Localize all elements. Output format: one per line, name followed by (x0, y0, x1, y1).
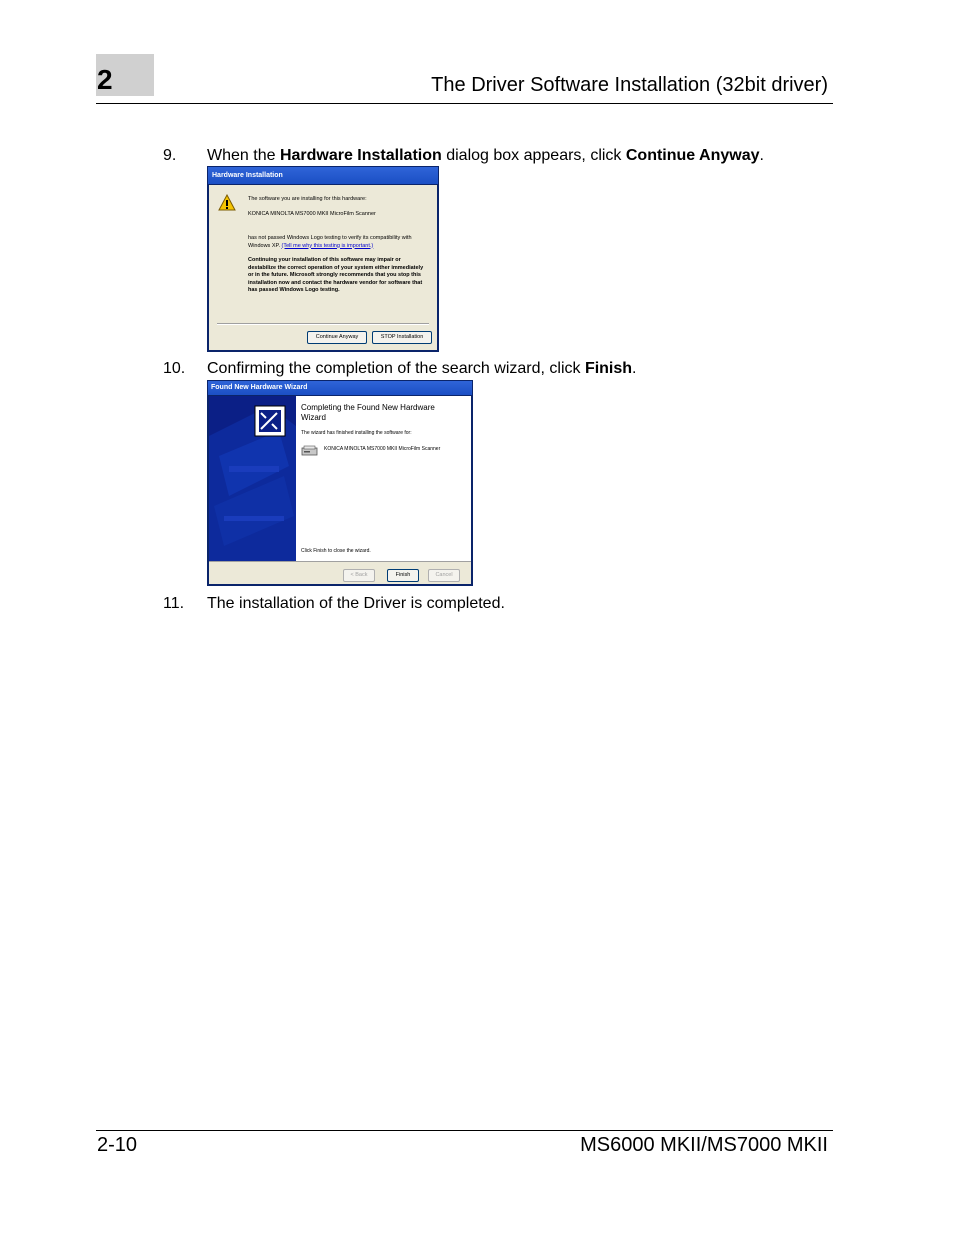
step-text: When the Hardware Installation dialog box appears, click Continue Anyway. (207, 147, 764, 164)
dialog-warning-text: Continuing your installation of this software may impair or destabilize the correct operation of your system either immediately or in the future. Microsoft strongly recommends that you stop this installation now and contact the hardware vendor for software that has passed Windows Logo testing. (248, 257, 424, 294)
wizard-device-name: KONICA MINOLTA MS7000 MKII MicroFilm Scanner (324, 446, 441, 452)
wizard-side-banner (209, 396, 296, 561)
page-number: 2-10 (97, 1134, 138, 1156)
footer-divider (96, 1130, 833, 1131)
page-header-title: The Driver Software Installation (32bit driver) (431, 74, 828, 96)
logo-testing-link[interactable]: (Tell me why this testing is important.) (281, 242, 374, 249)
dialog-logo-text: has not passed Windows Logo testing to verify its compatibility with Windows XP. (Tell me why this testing is important.) (248, 235, 412, 249)
hardware-installation-dialog (207, 166, 439, 352)
wizard-banner-graphic (209, 396, 296, 561)
ui-term-hardware-installation: Hardware Installation (279, 147, 442, 164)
ui-term-continue-anyway: Continue Anyway (625, 147, 760, 164)
continue-anyway-button[interactable]: Continue Anyway (307, 331, 367, 344)
product-model: MS6000 MKII/MS7000 MKII (580, 1134, 828, 1156)
wizard-close-text: Click Finish to close the wizard. (301, 548, 371, 554)
step-number: 10. (163, 360, 186, 377)
cancel-button[interactable]: Cancel (428, 569, 460, 582)
header-divider (96, 103, 833, 104)
back-button[interactable]: < Back (343, 569, 375, 582)
wizard-heading: Completing the Found New Hardware Wizard (301, 403, 435, 422)
dialog-device-name: KONICA MINOLTA MS7000 MKII MicroFilm Scanner (248, 211, 376, 217)
step-number: 9. (163, 147, 177, 164)
dialog-body (209, 185, 437, 350)
dialog-titlebar: Hardware Installation (208, 167, 438, 184)
step-number: 11. (163, 595, 185, 612)
step-text: Confirming the completion of the search wizard, click Finish. (207, 360, 637, 377)
stop-installation-button[interactable]: STOP Installation (372, 331, 432, 344)
ui-term-finish: Finish (584, 360, 633, 377)
wizard-button-bar (209, 561, 471, 584)
scanner-icon (301, 445, 319, 457)
warning-icon (218, 194, 236, 212)
found-new-hardware-wizard (207, 380, 473, 586)
dialog-intro: The software you are installing for this hardware: (248, 196, 367, 202)
chapter-number: 2 (97, 64, 113, 95)
wizard-content (296, 396, 471, 561)
dialog-separator (217, 323, 429, 325)
wizard-titlebar: Found New Hardware Wizard (208, 381, 472, 395)
wizard-finished-text: The wizard has finished installing the software for: (301, 430, 412, 436)
step-text: The installation of the Driver is completed. (207, 595, 505, 612)
finish-button[interactable]: Finish (387, 569, 419, 582)
